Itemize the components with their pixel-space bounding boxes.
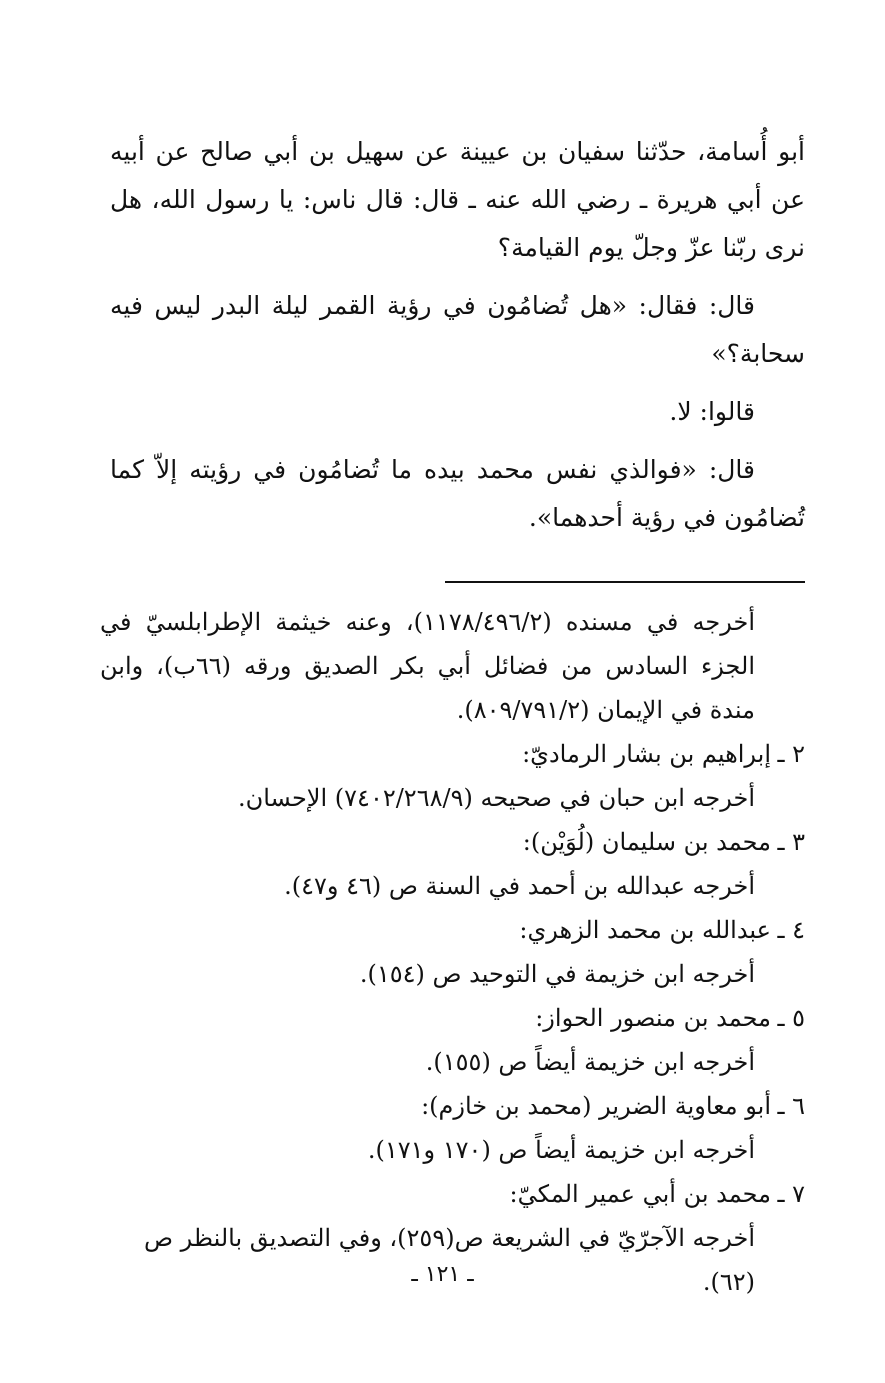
source-line: أخرجه الآجرّيّ في الشريعة ص(٢٥٩)، وفي التصديق بالنظر ص (٦٢). [144, 1224, 755, 1296]
item-number: ٦ ـ [777, 1092, 805, 1120]
narrator-name: محمد بن منصور الحواز: [535, 1004, 771, 1032]
source-line: أخرجه ابن خزيمة في التوحيد ص (١٥٤). [359, 960, 755, 988]
conclusion-paragraph: قال: «فوالذي نفس محمد بيده ما تُضامُون في رؤيته إلاّ كما تُضامُون في رؤية أحدهما». [110, 455, 805, 532]
question-paragraph: قال: فقال: «هل تُضامُون في رؤية القمر ليلة البدر ليس فيه سحابة؟» [110, 291, 805, 368]
footnote-intro: أخرجه في مسنده (١١٧٨/٤٩٦/٢)، وعنه خيثمة الإطرابلسيّ في الجزء السادس من فضائل أبي بكر الصديق ورقه (٦٦ب)، وابن مندة في الإيمان (٨٠٩/٧٩١/٢). [100, 608, 756, 724]
main-text [110, 128, 805, 552]
footnote-item [100, 1084, 805, 1172]
footnote-item [100, 820, 805, 908]
narrator-name: محمد بن سليمان (لُوَيْن): [522, 828, 771, 856]
item-number: ٢ ـ [777, 740, 805, 768]
narrator-name: محمد بن أبي عمير المكيّ: [509, 1180, 771, 1208]
footnotes [100, 600, 805, 1304]
source-line: أخرجه ابن خزيمة أيضاً ص (١٥٥). [425, 1048, 755, 1076]
narrator-name: عبدالله بن محمد الزهري: [519, 916, 771, 944]
item-number: ٣ ـ [777, 828, 805, 856]
item-number: ٧ ـ [777, 1180, 805, 1208]
narrator-name: أبو معاوية الضرير (محمد بن خازم): [421, 1092, 771, 1120]
footnote-item [100, 908, 805, 996]
item-number: ٤ ـ [777, 916, 805, 944]
footnote-item [100, 996, 805, 1084]
source-line: أخرجه ابن حبان في صحيحه (٧٤٠٢/٢٦٨/٩) الإحسان. [237, 784, 755, 812]
narrator-name: إبراهيم بن بشار الرماديّ: [522, 740, 771, 768]
item-number: ٥ ـ [777, 1004, 805, 1032]
narrator-line [100, 1084, 805, 1128]
source-line: أخرجه ابن خزيمة أيضاً ص (١٧٠ و١٧١). [367, 1136, 755, 1164]
narrator-line [100, 732, 805, 776]
source-line: أخرجه عبدالله بن أحمد في السنة ص (٤٦ و٤٧). [284, 872, 755, 900]
page-number: ـ ١٢١ ـ [411, 1262, 474, 1287]
answer-paragraph: قالوا: لا. [669, 397, 755, 426]
footnote-separator [445, 581, 805, 583]
hadith-chain-paragraph: أبو أُسامة، حدّثنا سفيان بن عيينة عن سهيل بن أبي صالح عن أبيه عن أبي هريرة ـ رضي الله عنه ـ قال: قال ناس: يا رسول الله، هل نرى ربّنا عزّ وجلّ يوم القيامة؟ [110, 137, 805, 262]
narrator-line [100, 820, 805, 864]
narrator-line [100, 908, 805, 952]
narrator-line [100, 996, 805, 1040]
narrator-line [100, 1172, 805, 1216]
footnote-item [100, 732, 805, 820]
